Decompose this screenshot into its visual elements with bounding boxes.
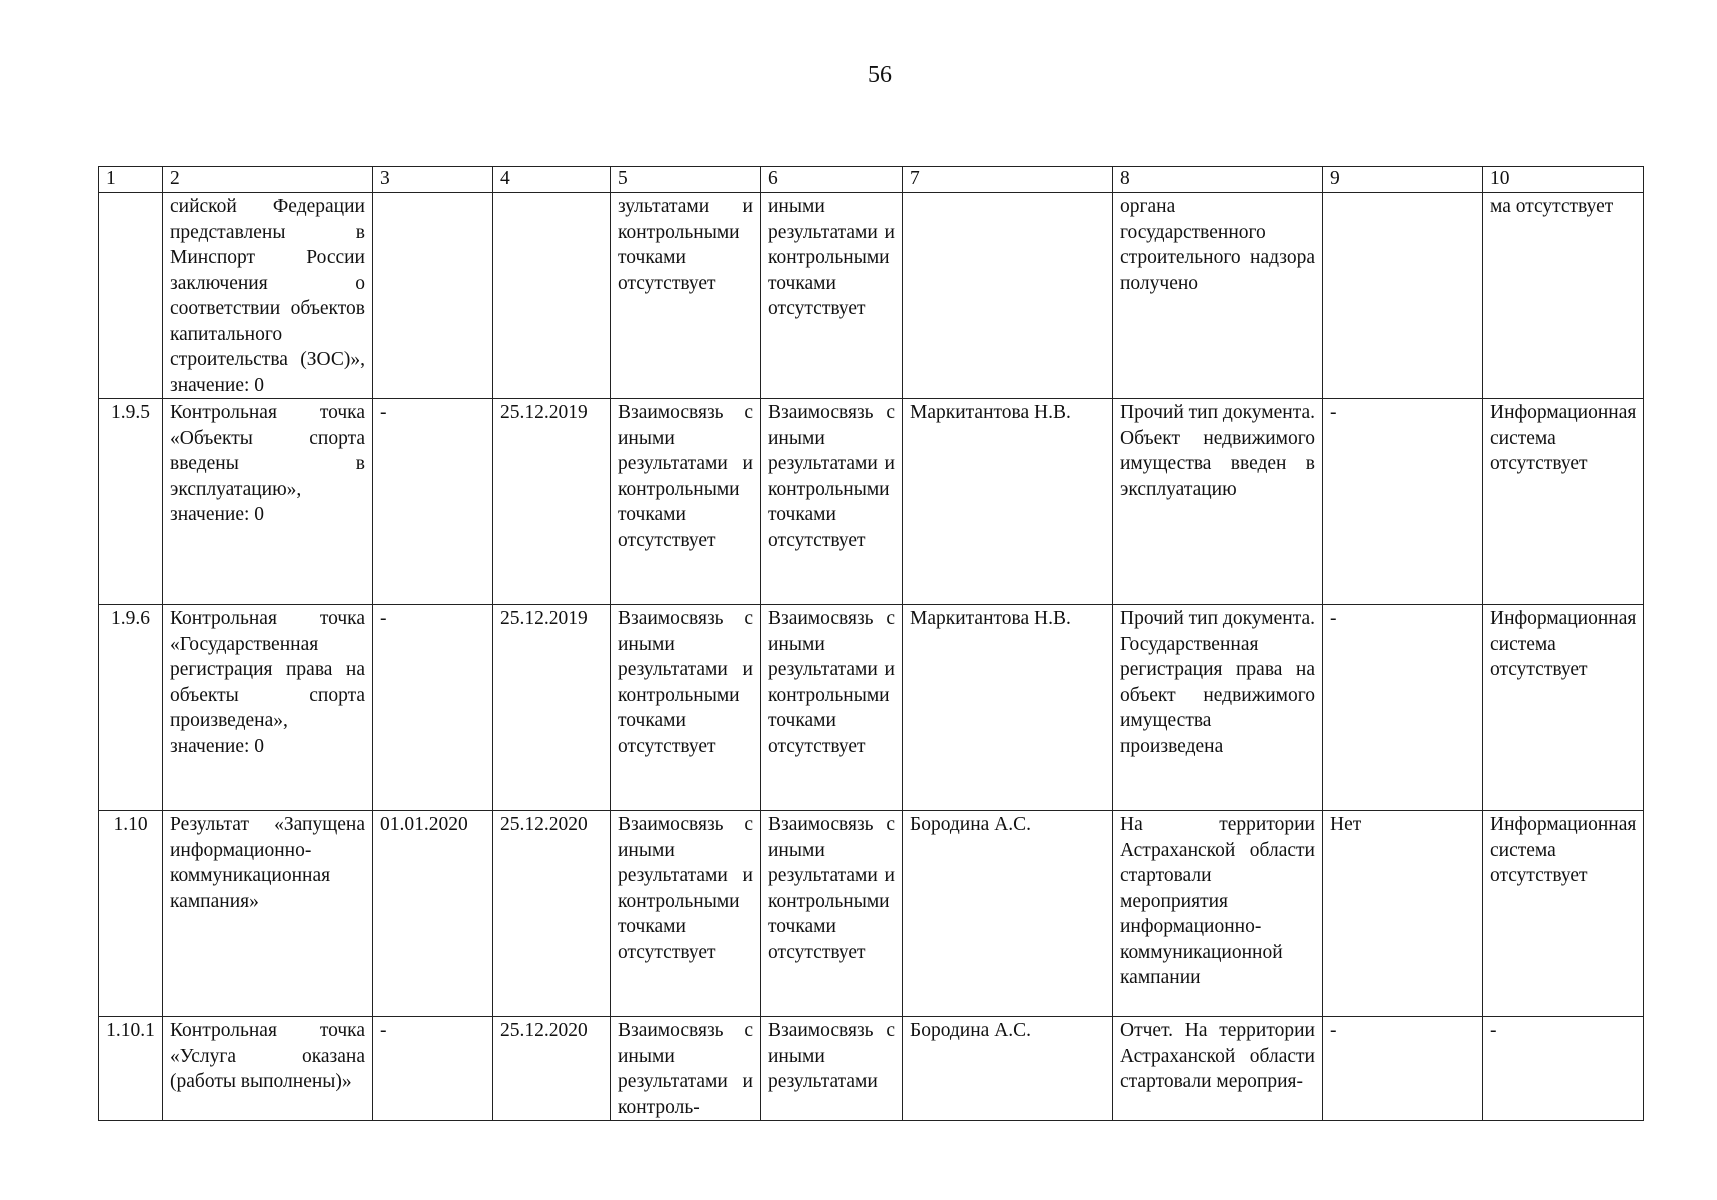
row-links-other: Взаимосвязь с иными результатами и контрольными точками отсутствует [761,399,903,605]
row-name: Контрольная точка «Объекты спорта введены в эксплуатацию», значение: 0 [163,399,373,605]
row-end-date [493,193,611,399]
row-links-results: Взаимосвязь с иными результатами и контроль- [611,1017,761,1121]
row-links-results: зультатами и контрольными точками отсутствует [611,193,761,399]
row-name: Контрольная точка «Государственная регистрация права на объекты спорта произведена», значение: 0 [163,605,373,811]
row-level [1323,193,1483,399]
row-links-results: Взаимосвязь с иными результатами и контрольными точками отсутствует [611,605,761,811]
table-row [99,1017,1644,1121]
row-responsible: Бородина А.С. [903,811,1113,1017]
row-name: Контрольная точка «Услуга оказана (работы выполнены)» [163,1017,373,1121]
row-end-date: 25.12.2020 [493,1017,611,1121]
row-links-other: Взаимосвязь с иными результатами и контрольными точками отсутствует [761,605,903,811]
row-links-other: Взаимосвязь с иными результатами [761,1017,903,1121]
row-level: Нет [1323,811,1483,1017]
row-responsible: Бородина А.С. [903,1017,1113,1121]
column-number: 7 [903,167,1113,193]
row-start-date: - [373,605,493,811]
row-level: - [1323,605,1483,811]
column-number: 1 [99,167,163,193]
table-row [99,811,1644,1017]
column-number: 6 [761,167,903,193]
row-responsible: Маркитантова Н.В. [903,605,1113,811]
row-id: 1.10.1 [99,1017,163,1121]
table-row [99,193,1644,399]
row-links-results: Взаимосвязь с иными результатами и контрольными точками отсутствует [611,811,761,1017]
column-number: 10 [1483,167,1644,193]
row-responsible: Маркитантова Н.В. [903,399,1113,605]
control-points-table [98,166,1644,1121]
row-id: 1.9.5 [99,399,163,605]
column-number: 4 [493,167,611,193]
row-links-results: Взаимосвязь с иными результатами и контрольными точками отсутствует [611,399,761,605]
row-info-system: ма отсутствует [1483,193,1644,399]
row-info-system: - [1483,1017,1644,1121]
row-links-other: иными результатами и контрольными точками отсутствует [761,193,903,399]
column-number: 9 [1323,167,1483,193]
row-end-date: 25.12.2019 [493,399,611,605]
row-level: - [1323,1017,1483,1121]
row-info-system: Информационная система отсутствует [1483,811,1644,1017]
row-end-date: 25.12.2020 [493,811,611,1017]
row-responsible [903,193,1113,399]
row-end-date: 25.12.2019 [493,605,611,811]
row-start-date [373,193,493,399]
row-id: 1.9.6 [99,605,163,811]
column-number: 8 [1113,167,1323,193]
row-id [99,193,163,399]
page-number: 56 [868,62,892,88]
row-name: сийской Федерации представлены в Минспорт России заключения о соответствии объектов капитального строительства (ЗОС)», значение: 0 [163,193,373,399]
column-number: 5 [611,167,761,193]
row-start-date: - [373,399,493,605]
row-document: На территории Астраханской области стартовали мероприятия информационно-коммуникационной кампании [1113,811,1323,1017]
table-row [99,399,1644,605]
row-start-date: - [373,1017,493,1121]
row-start-date: 01.01.2020 [373,811,493,1017]
row-info-system: Информационная система отсутствует [1483,399,1644,605]
row-level: - [1323,399,1483,605]
row-links-other: Взаимосвязь с иными результатами и контрольными точками отсутствует [761,811,903,1017]
column-number: 3 [373,167,493,193]
row-id: 1.10 [99,811,163,1017]
row-document: Прочий тип документа. Объект недвижимого имущества введен в эксплуатацию [1113,399,1323,605]
row-document: Прочий тип документа. Государственная регистрация права на объект недвижимого имущества произведена [1113,605,1323,811]
row-document: Отчет. На территории Астраханской области стартовали мероприя- [1113,1017,1323,1121]
row-info-system: Информационная система отсутствует [1483,605,1644,811]
row-document: органа государственного строительного надзора получено [1113,193,1323,399]
column-number: 2 [163,167,373,193]
table-row [99,605,1644,811]
column-number-row [99,167,1644,193]
row-name: Результат «Запущена информационно-коммуникационная кампания» [163,811,373,1017]
